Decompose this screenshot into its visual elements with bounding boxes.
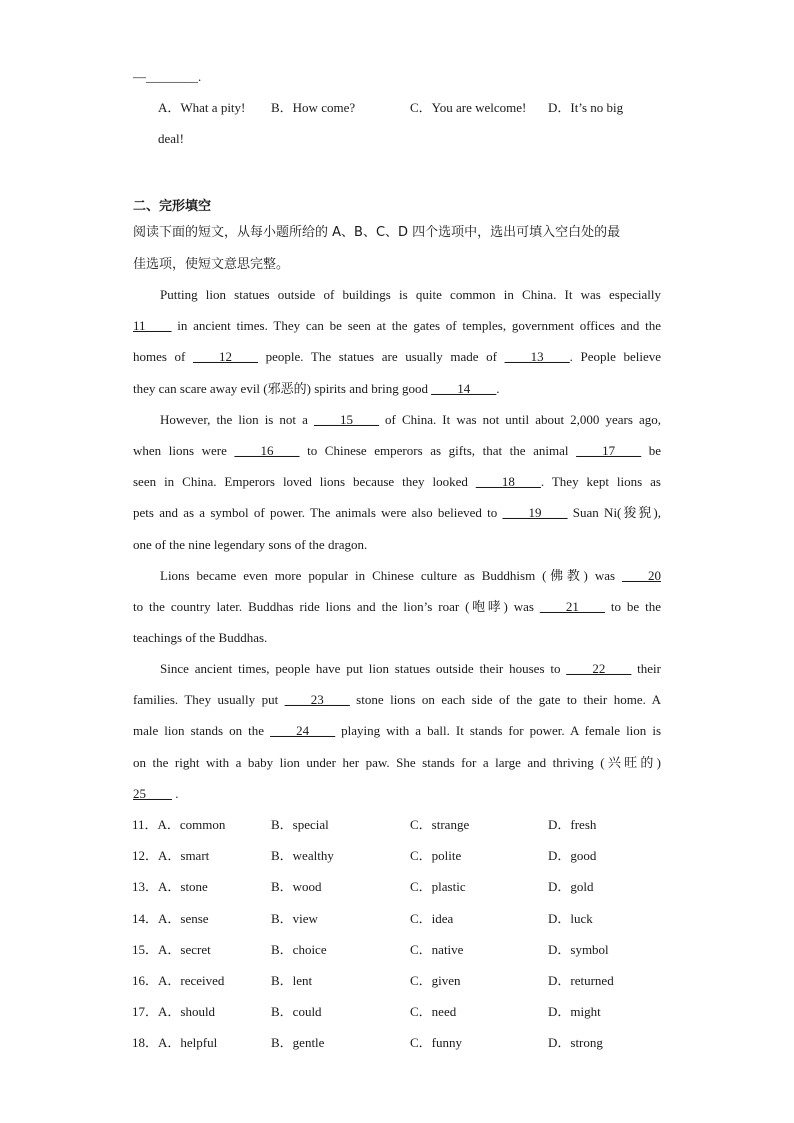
option-d: D．good bbox=[548, 848, 597, 864]
passage-line bbox=[133, 348, 661, 366]
passage-text: Putting lion statues outside of buildings is quite common in China. It was especially bbox=[160, 287, 661, 302]
question-row bbox=[132, 847, 692, 865]
passage-text: teachings of the Buddhas. bbox=[133, 630, 268, 645]
option-b: B．special bbox=[271, 817, 329, 832]
passage-text: they can scare away evil (邪恶的) spirits and bring good bbox=[133, 381, 432, 396]
option-d: D．gold bbox=[548, 879, 594, 895]
passage-text: . bbox=[172, 786, 179, 801]
section-instructions-line-2: 佳选项，使短文意思完整。 bbox=[133, 257, 290, 272]
passage-text: playing with a ball. It stands for power. A female lion is bbox=[335, 723, 661, 738]
option-d: D．fresh bbox=[548, 817, 597, 832]
option-b: B．gentle bbox=[271, 1035, 325, 1051]
question-number-and-option-a: 16．A．received bbox=[132, 973, 225, 988]
question-number-and-option-a: 12．A．smart bbox=[132, 848, 210, 864]
answer-blank: ____13____ bbox=[504, 349, 570, 364]
option-b: B．lent bbox=[271, 973, 313, 988]
passage-line bbox=[133, 785, 179, 803]
passage-line bbox=[133, 598, 661, 616]
passage-line bbox=[133, 473, 661, 491]
option-c: C．plastic bbox=[410, 879, 466, 895]
passage-line bbox=[133, 380, 499, 398]
option-b: B．choice bbox=[271, 941, 327, 957]
passage-line bbox=[133, 691, 661, 709]
section-instructions-line-1: 阅读下面的短文，从每小题所给的 A、B、C、D 四个选项中，选出可填入空白处的最 bbox=[133, 225, 621, 240]
option-c: C．funny bbox=[410, 1035, 463, 1051]
option-d: D．returned bbox=[548, 973, 614, 988]
passage-text: Lions became even more popular in Chinese culture as Buddhism (佛教) was bbox=[160, 568, 622, 583]
option-c: C．strange bbox=[410, 817, 470, 832]
question-row bbox=[132, 878, 692, 896]
answer-blank: 25____ bbox=[133, 786, 172, 801]
passage-line bbox=[133, 442, 661, 460]
passage-text: people. The statues are usually made of bbox=[258, 349, 505, 364]
answer-blank: ____17____ bbox=[576, 443, 642, 458]
question-row bbox=[132, 1003, 692, 1021]
answer-blank: ____20 bbox=[622, 568, 661, 583]
passage-line bbox=[133, 722, 661, 740]
passage-text: . bbox=[496, 381, 500, 396]
q10-option-a: A．What a pity! bbox=[158, 100, 246, 115]
question-row bbox=[132, 910, 692, 928]
passage-text: to Chinese emperors as gifts, that the animal bbox=[299, 443, 577, 458]
option-d: D．strong bbox=[548, 1035, 603, 1051]
answer-blank: ____16____ bbox=[234, 443, 300, 458]
answer-blank: ____24____ bbox=[270, 723, 336, 738]
passage-text: pets and as a symbol of power. The animals were also believed to bbox=[133, 505, 503, 520]
question-row bbox=[132, 1034, 692, 1052]
q10-option-c: C．You are welcome! bbox=[410, 100, 527, 115]
passage-text: to be the bbox=[604, 599, 661, 614]
passage-text: to the country later. Buddhas ride lions and the lion’s roar (咆哮) was bbox=[133, 599, 540, 614]
question-number-and-option-a: 13．A．stone bbox=[132, 879, 208, 895]
answer-blank: ____22____ bbox=[566, 661, 632, 676]
passage-text: be bbox=[641, 443, 661, 458]
answer-blank: ____18____ bbox=[475, 474, 541, 489]
option-d: D．symbol bbox=[548, 941, 609, 957]
passage-text: Since ancient times, people have put lion statues outside their houses to bbox=[160, 661, 567, 676]
question-number-and-option-a: 18．A．helpful bbox=[132, 1035, 218, 1051]
passage-text: in ancient times. They can be seen at the gates of temples, government offices and the bbox=[171, 318, 661, 333]
passage-text: Suan Ni(狻猊), bbox=[567, 505, 661, 520]
q10-option-b: B．How come? bbox=[271, 100, 356, 115]
answer-blank: ____21____ bbox=[539, 599, 605, 614]
q10-option-d: D．It’s no big bbox=[548, 100, 624, 115]
passage-text: . People believe bbox=[569, 349, 661, 364]
option-b: B．wood bbox=[271, 879, 322, 895]
passage-line bbox=[160, 286, 661, 304]
passage-text: one of the nine legendary sons of the dragon. bbox=[133, 537, 368, 552]
question-row bbox=[132, 816, 692, 834]
option-b: B．could bbox=[271, 1004, 322, 1020]
option-c: C．idea bbox=[410, 910, 454, 926]
passage-text: stone lions on each side of the gate to their home. A bbox=[349, 692, 661, 707]
passage-text: on the right with a baby lion under her paw. She stands for a large and thriving (兴旺的) bbox=[133, 755, 661, 770]
option-d: D．might bbox=[548, 1004, 601, 1020]
option-c: C．given bbox=[410, 973, 461, 988]
passage-text: their bbox=[631, 661, 661, 676]
question-number-and-option-a: 11．A．common bbox=[132, 817, 226, 832]
answer-blank: ____14____ bbox=[431, 381, 497, 396]
section-title: 二、完形填空 bbox=[133, 199, 212, 214]
question-row bbox=[132, 972, 692, 990]
passage-text: However, the lion is not a bbox=[160, 412, 314, 427]
passage-text: homes of bbox=[133, 349, 193, 364]
passage-line bbox=[160, 567, 661, 585]
option-b: B．view bbox=[271, 910, 318, 926]
option-d: D．luck bbox=[548, 910, 593, 926]
passage-line bbox=[133, 504, 661, 522]
option-b: B．wealthy bbox=[271, 848, 334, 864]
answer-blank: ____23____ bbox=[284, 692, 350, 707]
passage-line bbox=[133, 317, 661, 335]
passage-text: of China. It was not until about 2,000 years ago, bbox=[378, 412, 661, 427]
passage-line bbox=[133, 754, 661, 772]
answer-blank: 11____ bbox=[133, 318, 172, 333]
answer-blank: ____19____ bbox=[502, 505, 568, 520]
passage-line bbox=[160, 411, 661, 429]
option-c: C．native bbox=[410, 941, 464, 957]
passage-line bbox=[133, 536, 367, 554]
question-number-and-option-a: 17．A．should bbox=[132, 1004, 216, 1020]
passage-text: . They kept lions as bbox=[540, 474, 661, 489]
passage-line bbox=[160, 660, 661, 678]
passage-text: when lions were bbox=[133, 443, 235, 458]
option-c: C．need bbox=[410, 1004, 457, 1020]
passage-text: families. They usually put bbox=[133, 692, 285, 707]
q10-option-d-wrap: deal! bbox=[158, 131, 184, 146]
option-c: C．polite bbox=[410, 848, 462, 864]
passage-line bbox=[133, 629, 267, 647]
answer-blank: ____12____ bbox=[193, 349, 258, 364]
question-row bbox=[132, 941, 692, 959]
question-number-and-option-a: 15．A．secret bbox=[132, 941, 211, 957]
answer-blank: ____15____ bbox=[313, 412, 379, 427]
q10-prompt: —________. bbox=[133, 69, 202, 84]
passage-text: seen in China. Emperors loved lions because they looked bbox=[133, 474, 476, 489]
question-number-and-option-a: 14．A．sense bbox=[132, 910, 209, 926]
passage-text: male lion stands on the bbox=[133, 723, 271, 738]
